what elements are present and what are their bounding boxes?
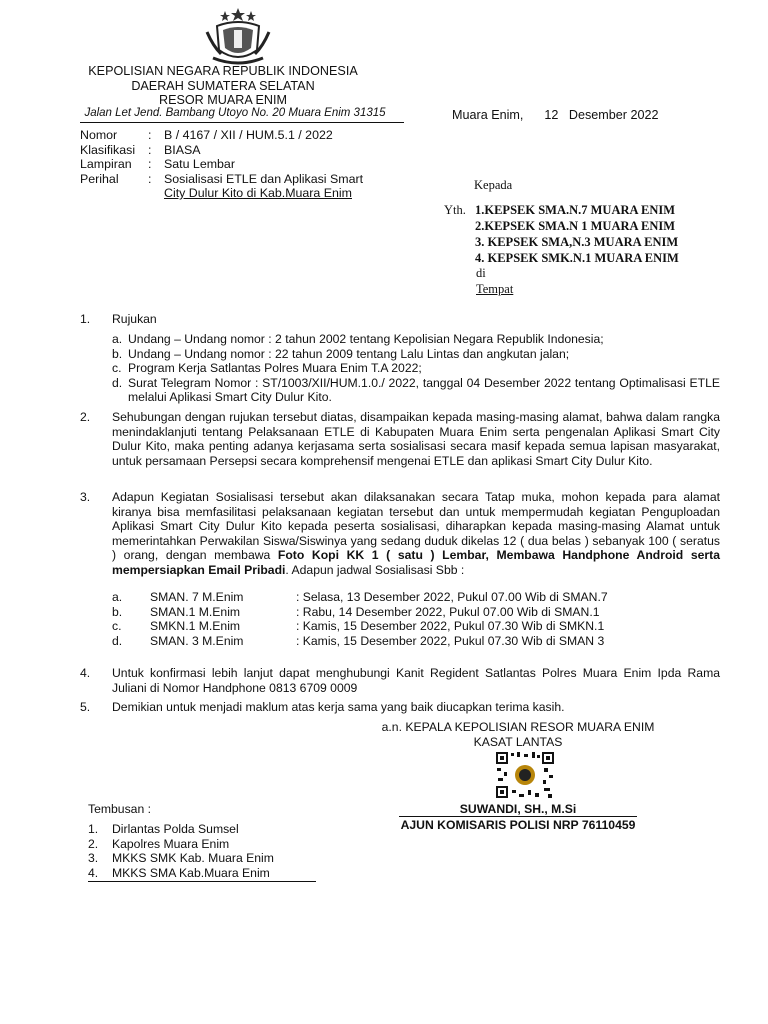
recipient: 2.KEPSEK SMA.N 1 MUARA ENIM — [475, 219, 676, 233]
klasifikasi-value: BIASA — [164, 142, 201, 157]
perihal-label: Perihal — [80, 171, 119, 186]
paragraph-number: 2. — [80, 410, 91, 424]
schedule-school: SMAN.1 M.Enim — [150, 604, 241, 619]
letterhead-divider — [80, 122, 404, 123]
paragraph-text-part: . Adapun jadwal Sosialisasi Sbb : — [285, 562, 465, 577]
schedule-letter: d. — [112, 633, 123, 648]
kepada-label: Kepada — [474, 178, 513, 192]
tempat-label: Tempat — [476, 282, 514, 296]
cc-text: MKKS SMK Kab. Muara Enim — [112, 851, 274, 865]
signature-on-behalf: a.n. KEPALA KEPOLISIAN RESOR MUARA ENIM — [381, 720, 655, 734]
colon: : — [148, 157, 152, 171]
schedule-letter: c. — [112, 619, 122, 633]
date-place: Muara Enim, — [452, 108, 524, 122]
paragraph-number: 3. — [80, 490, 91, 504]
lampiran-label: Lampiran — [80, 157, 132, 171]
paragraph-text — [112, 490, 720, 577]
recipient-row — [444, 234, 679, 250]
schedule-letter: b. — [112, 604, 123, 619]
colon: : — [148, 171, 152, 186]
cc-number: 2. — [88, 836, 99, 851]
reference-item — [112, 361, 720, 376]
cc-item — [88, 837, 274, 852]
reference-text: Undang – Undang nomor : 2 tahun 2002 tentang Kepolisian Negara Republik Indonesia; — [128, 332, 604, 346]
schedule-date: : Rabu, 14 Desember 2022, Pukul 07.00 Wib di SMAN.1 — [296, 604, 600, 619]
letter-date — [452, 108, 659, 122]
reference-item — [112, 347, 720, 362]
recipient: 1.KEPSEK SMA.N.7 MUARA ENIM — [475, 203, 676, 217]
schedule-item — [112, 619, 720, 634]
meta-row-perihal — [80, 172, 363, 187]
paragraph-number: 1. — [80, 312, 91, 326]
letter-metadata — [80, 128, 363, 201]
cc-number: 4. — [88, 865, 99, 880]
paragraph-title: Rujukan — [112, 312, 157, 326]
letterhead-address: Jalan Let Jend. Bambang Utoyo No. 20 Muara Enim 31315 — [84, 107, 386, 119]
paragraph-number: 4. — [80, 666, 91, 680]
schedule-date: : Selasa, 13 Desember 2022, Pukul 07.00 Wib di SMAN.7 — [296, 590, 608, 604]
signature-position: KASAT LANTAS — [473, 734, 563, 749]
cc-divider — [88, 881, 316, 882]
signature-block-header — [360, 720, 676, 749]
cc-item — [88, 866, 274, 881]
paragraph-number: 5. — [80, 700, 91, 714]
letterhead-line-2: DAERAH SUMATERA SELATAN — [131, 78, 315, 93]
letterhead-line-3: RESOR MUARA ENIM — [158, 93, 288, 107]
addressee-block — [444, 202, 679, 266]
cc-item — [88, 851, 274, 866]
cc-number: 1. — [88, 822, 99, 836]
schedule-date: : Kamis, 15 Desember 2022, Pukul 07.30 Wib di SMKN.1 — [296, 619, 605, 633]
perihal-value-continued: City Dulur Kito di Kab.Muara Enim — [164, 186, 352, 200]
meta-row-klasifikasi — [80, 143, 363, 158]
recipient-row — [444, 202, 679, 218]
cc-number: 3. — [88, 851, 99, 865]
reference-letter: c. — [112, 361, 122, 375]
schedule-school: SMAN. 7 M.Enim — [150, 590, 244, 604]
cc-text: Kapolres Muara Enim — [112, 836, 230, 851]
reference-item — [112, 376, 720, 405]
schedule-item — [112, 605, 720, 620]
schedule-letter: a. — [112, 590, 123, 604]
date-value: 12 Desember 2022 — [544, 108, 659, 122]
qr-code-signature-icon — [494, 750, 556, 800]
nomor-value: B / 4167 / XII / HUM.5.1 / 2022 — [164, 128, 333, 142]
yth-label: Yth. — [444, 203, 466, 217]
cc-text: MKKS SMA Kab.Muara Enim — [112, 865, 270, 880]
recipient: 4. KEPSEK SMK.N.1 MUARA ENIM — [475, 251, 679, 265]
cc-text: Dirlantas Polda Sumsel — [112, 822, 239, 836]
signature-divider — [399, 816, 637, 817]
signatory-rank: AJUN KOMISARIS POLISI NRP 76110459 — [400, 818, 636, 832]
letterhead-line-1: KEPOLISIAN NEGARA REPUBLIK INDONESIA — [88, 64, 358, 78]
reference-list — [112, 332, 720, 405]
reference-letter: d. — [112, 375, 123, 390]
schedule-list — [112, 590, 720, 648]
lampiran-value: Satu Lembar — [164, 157, 235, 171]
meta-row-nomor — [80, 128, 363, 143]
reference-letter: b. — [112, 346, 123, 361]
recipient-row — [444, 250, 679, 266]
reference-text: Program Kerja Satlantas Polres Muara Enim T.A 2022; — [128, 361, 422, 375]
reference-item — [112, 332, 720, 347]
paragraph-text-part: Adapun Kegiatan Sosialisasi tersebut akan dilaksanakan secara Tatap muka, mohon kepada para alamat kiranya bisa memfasilitasi pelaksanaan kegiatan tersebut dan untuk mempermudah kegiatan Penguploadan Aplikasi Smart City Dulur Kito kepada peserta sosialisasi, diharapkan kepada masing-masing Alamat untuk memerintahkan Perwakilan Siswa/Siswinya yang sedang duduk dikelas 12 ( dua belas ) sebanyak 100 ( seratus ) orang, dengan membawa — [112, 490, 720, 562]
cc-title: Tembusan : — [88, 802, 152, 816]
schedule-item — [112, 634, 720, 649]
paragraph-text: Sehubungan dengan rujukan tersebut diatas, disampaikan kepada masing-masing alamat, bahwa dalam rangka menindaklanjuti tentang Pelaksanaan ETLE di Kabupaten Muara Enim serta pengenalan Aplikasi Smart City Dulur Kito, maka penting adanya kerjasama serta sosialisasi secara masif kepada semua lapisan masyarakat, untuk persamaan Persepsi secara komprehensif mengenai ETLE dan aplikasi Smart City Dulur Kito. — [112, 410, 720, 468]
cc-item — [88, 822, 274, 837]
signatory-name: SUWANDI, SH., M.Si — [459, 802, 577, 816]
di-label: di — [476, 266, 486, 280]
schedule-item — [112, 590, 720, 605]
cc-list — [88, 822, 274, 880]
colon: : — [148, 142, 152, 157]
klasifikasi-label: Klasifikasi — [80, 142, 136, 157]
nomor-label: Nomor — [80, 128, 118, 142]
paragraph-emphasis: Foto Kopi KK 1 ( satu ) Lembar, Membawa Handphone Android serta mempersiapkan Email Pribadi — [112, 548, 720, 577]
reference-text: Undang – Undang nomor : 22 tahun 2009 tentang Lalu Lintas dan angkutan jalan; — [128, 346, 570, 361]
perihal-value: Sosialisasi ETLE dan Aplikasi Smart — [164, 171, 364, 186]
recipient: 3. KEPSEK SMA,N.3 MUARA ENIM — [475, 235, 679, 249]
police-crest-emblem — [203, 6, 273, 68]
recipient-row — [444, 218, 679, 234]
schedule-school: SMKN.1 M.Enim — [150, 619, 241, 633]
paragraph-text: Demikian untuk menjadi maklum atas kerja sama yang baik diucapkan terima kasih. — [112, 700, 565, 714]
letterhead — [70, 64, 376, 108]
reference-letter: a. — [112, 332, 123, 346]
paragraph-text: Untuk konfirmasi lebih lanjut dapat menghubungi Kanit Regident Satlantas Polres Muara Enim Ipda Rama Juliani di Nomor Handphone 0813 6709 0009 — [112, 666, 720, 695]
reference-text: Surat Telegram Nomor : ST/1003/XII/HUM.1.0./ 2022, tanggal 04 Desember 2022 tentang Optimalisasi ETLE melalui Aplikasi Smart City Dulur Kito. — [128, 375, 720, 404]
meta-row-lampiran — [80, 157, 363, 172]
schedule-school: SMAN. 3 M.Enim — [150, 633, 244, 648]
schedule-date: : Kamis, 15 Desember 2022, Pukul 07.30 Wib di SMAN 3 — [296, 633, 605, 648]
colon: : — [148, 128, 152, 142]
